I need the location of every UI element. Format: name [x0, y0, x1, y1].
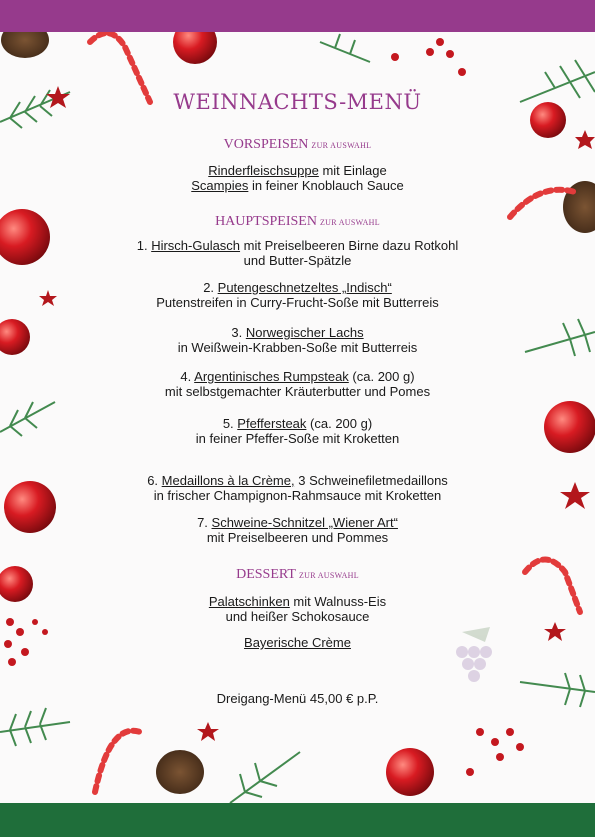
dish-name: Bayerische Crème: [244, 635, 351, 650]
dessert-item: [0, 595, 595, 624]
dish-desc-line: und Butter-Spätzle: [243, 252, 352, 268]
dish-desc-line: mit selbstgemachter Kräuterbutter und Pomes: [164, 383, 431, 399]
bottom-color-bar: [0, 803, 595, 837]
main-item: [0, 239, 595, 268]
starter-item: [0, 164, 595, 193]
dish-name: Scampies: [191, 177, 249, 193]
item-number: 1.: [136, 238, 152, 253]
dish-name: Palatschinken: [208, 594, 290, 609]
main-item: [0, 281, 595, 310]
menu-price: Dreigang-Menü 45,00 € p.P.: [216, 691, 379, 706]
section-note: ZUR AUSWAHL: [319, 218, 380, 227]
main-item: [0, 516, 595, 545]
dish-desc: in feiner Knoblauch Sauce: [248, 177, 404, 193]
dish-desc: (ca. 200 g): [348, 369, 415, 384]
dish-desc-line: mit Preiselbeeren und Pommes: [206, 529, 389, 545]
main-item: [0, 326, 595, 355]
item-number: 6.: [147, 473, 162, 488]
main-item: [0, 417, 595, 446]
dessert-item: [0, 636, 595, 651]
menu-content: [0, 32, 595, 803]
dish-name: Rinderfleischsuppe: [208, 163, 319, 178]
section-title: VORSPEISEN: [223, 137, 309, 152]
dish-name: Schweine-Schnitzel „Wiener Art“: [211, 515, 398, 530]
dish-desc: mit Walnuss-Eis: [289, 594, 387, 609]
top-color-bar: [0, 0, 595, 32]
main-item: [0, 370, 595, 399]
dish-desc-line: Putenstreifen in Curry-Frucht-Soße mit Butterreis: [156, 294, 439, 310]
main-item: [0, 474, 595, 503]
section-dessert-heading: [0, 567, 595, 583]
dish-name: Norwegischer Lachs: [245, 325, 364, 340]
dish-desc-line: in feiner Pfeffer-Soße mit Kroketten: [195, 430, 400, 446]
item-number: 4.: [180, 369, 195, 384]
dish-name: Medaillons à la Crème,: [161, 473, 295, 488]
dish-name: Putengeschnetzeltes „Indisch“: [217, 280, 392, 295]
section-note: ZUR AUSWAHL: [311, 141, 372, 150]
section-title: HAUPTSPEISEN: [215, 214, 317, 229]
dish-desc: mit Einlage: [318, 163, 387, 178]
dish-name: Argentinisches Rumpsteak: [194, 369, 349, 384]
dish-name: Hirsch-Gulasch: [151, 238, 241, 253]
item-number: 5.: [222, 416, 238, 431]
item-number: 2.: [203, 280, 218, 295]
item-number: 3.: [231, 325, 246, 340]
dish-desc-line: und heißer Schokosauce: [225, 608, 370, 624]
section-mains-heading: [0, 214, 595, 230]
dish-desc-line: in frischer Champignon-Rahmsauce mit Kroketten: [153, 487, 442, 503]
section-title: DESSERT: [236, 567, 296, 582]
item-number: 7.: [197, 515, 212, 530]
section-note: ZUR AUSWAHL: [298, 571, 359, 580]
dish-name: Pfeffersteak: [237, 416, 307, 431]
section-starters-heading: [0, 137, 595, 153]
dish-desc: 3 Schweinefiletmedaillons: [294, 473, 448, 488]
dish-desc: (ca. 200 g): [306, 416, 373, 431]
dish-desc: mit Preiselbeeren Birne dazu Rotkohl: [240, 238, 459, 253]
dish-desc-line: in Weißwein-Krabben-Soße mit Butterreis: [177, 339, 418, 355]
menu-title: WEINNACHTS-MENÜ: [173, 90, 422, 114]
